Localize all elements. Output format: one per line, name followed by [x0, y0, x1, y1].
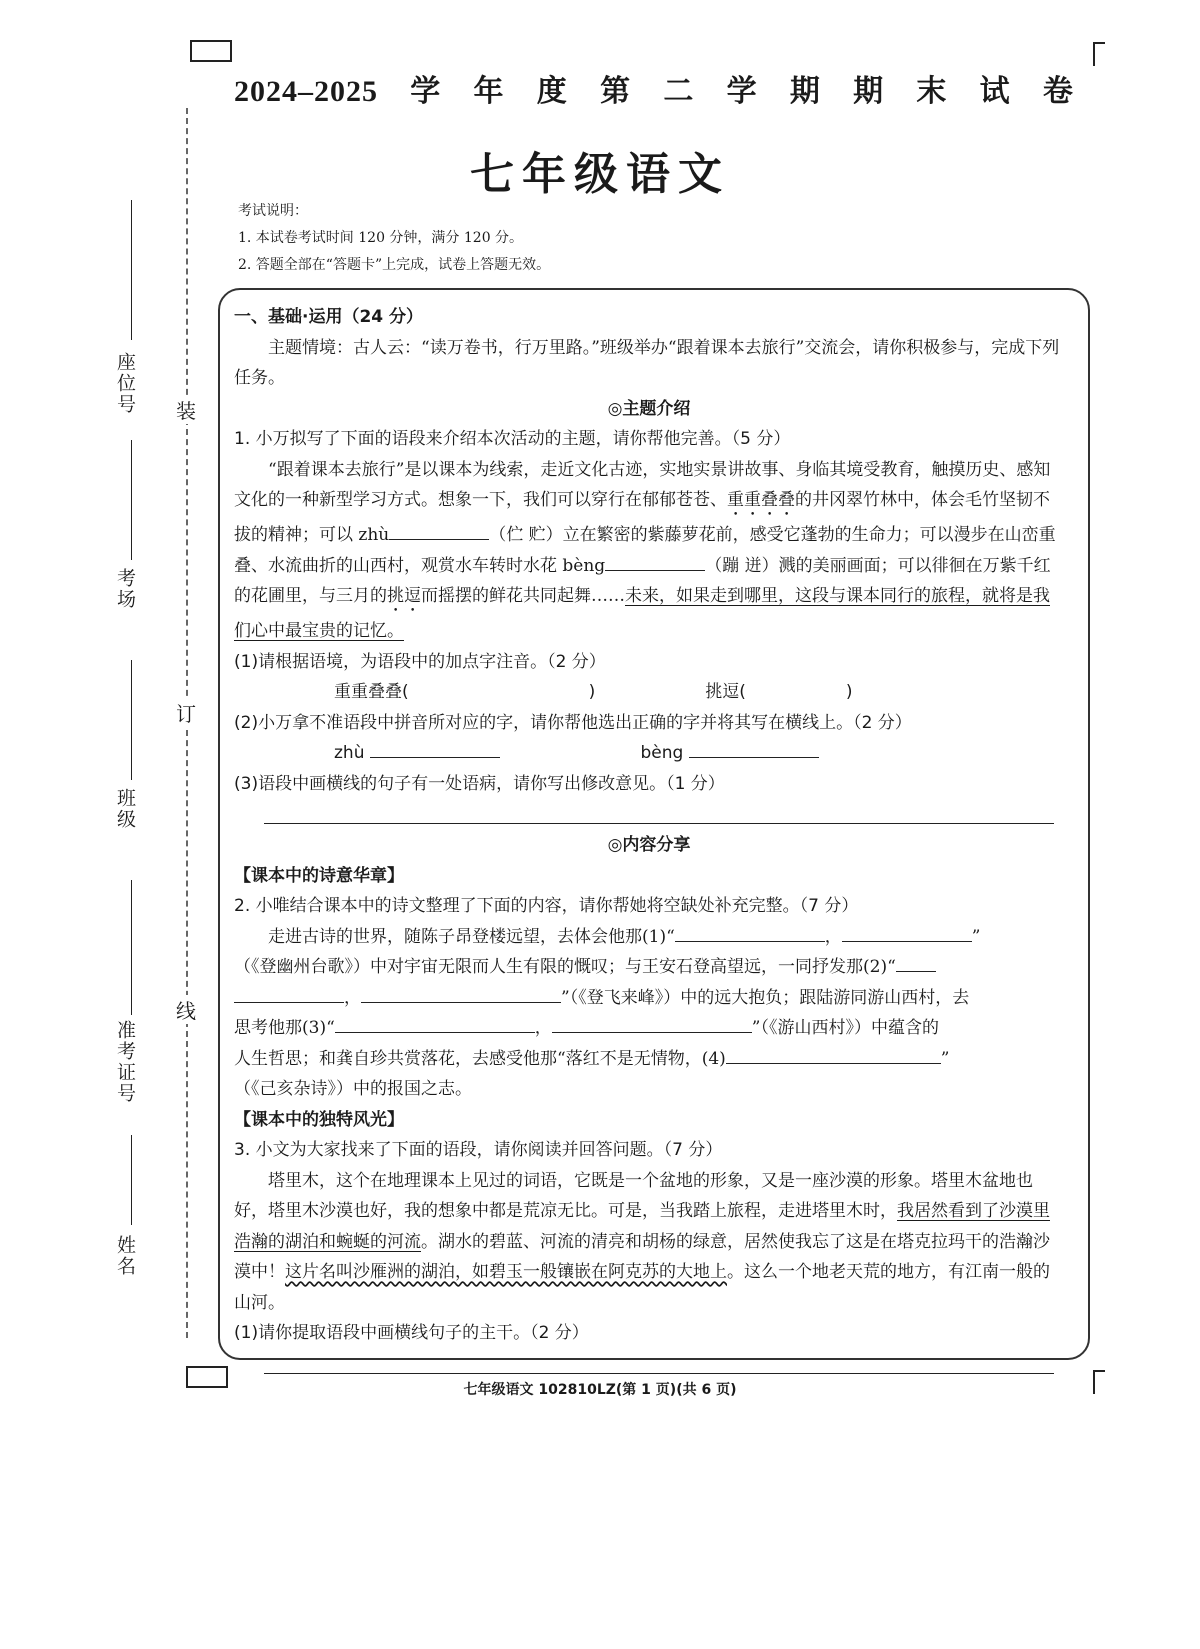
question-3-stem: 3. 小文为大家找来了下面的语段，请你阅读并回答问题。（7 分）: [234, 1140, 723, 1160]
exam-room-field[interactable]: [131, 440, 132, 560]
q2-text: ”（《游山西村》）中蕴含的: [751, 1018, 939, 1038]
scenery-heading: 【课本中的独特风光】: [234, 1109, 404, 1130]
exam-term-title: [234, 66, 1074, 110]
section-title: 一、基础·运用（24 分）: [234, 307, 424, 327]
exam-number-field[interactable]: [131, 880, 132, 1015]
question-2-line: [234, 1044, 1064, 1075]
seat-number-label: 座位号: [114, 352, 136, 415]
question-2-stem: 2. 小唯结合课本中的诗文整理了下面的内容，请你帮她将空缺处补充完整。（7 分）: [234, 896, 859, 916]
q2-text: ，: [824, 926, 842, 947]
theme-context: 主题情境：古人云：“读万卷书，行万里路。”班级举办“跟着课本去旅行”交流会，请你积极参与，完成下列任务。: [234, 337, 1060, 388]
question-1-passage: [234, 455, 1064, 647]
question-2-line: [234, 922, 1064, 953]
answer-prompt: 挑逗(: [705, 682, 746, 702]
answer-blank[interactable]: [370, 739, 500, 758]
subheading-content-share: ◎内容分享: [607, 835, 691, 855]
notes-item: 1. 本试卷考试时间 120 分钟，满分 120 分。: [238, 230, 524, 246]
pinyin-blank-beng[interactable]: [605, 552, 705, 571]
term-char: 卷: [1042, 74, 1074, 109]
binding-mark-zhuang: 装: [176, 395, 196, 424]
question-2-line: [234, 1013, 1064, 1044]
corner-mark-top-left: [190, 40, 232, 62]
passage-text: （伫 贮）立在繁密的紫藤萝花前，感受它蓬勃的生命力；可以漫步在山峦重叠、水流曲折的山西村，观赏水车转时水花 bèng: [234, 525, 1056, 576]
notes-item: 2. 答题全部在“答题卡”上完成，试卷上答题无效。: [238, 257, 551, 273]
question-1-sub-2: (2)小万拿不准语段中拼音所对应的字，请你帮他选出正确的字并将其写在横线上。（2 分）: [234, 712, 912, 733]
class-field[interactable]: [131, 660, 132, 780]
name-field[interactable]: [131, 1135, 132, 1225]
seat-number-field[interactable]: [131, 200, 132, 340]
poem-blank[interactable]: [896, 953, 936, 972]
class-label: 班级: [114, 788, 136, 830]
q2-text: ”: [940, 1048, 950, 1069]
answer-close: ): [588, 682, 596, 702]
passage-underlined-sentence: 我居然看到了沙漠里浩瀚的湖泊和蜿蜒的河流: [234, 1201, 1050, 1252]
q2-text: （《登幽州台歌》）中对宇宙无限而人生有限的慨叹；与王安石登高望远，一同抒发那(2)“: [234, 957, 896, 977]
question-1-sub-1-answers: [234, 677, 1064, 708]
passage-text: 。湖水的碧蓝、河流的清亮和胡杨的绿意，居然使我忘了这是在塔克拉玛干的浩瀚沙漠中！: [234, 1231, 1050, 1282]
passage-text: “跟着课本去旅行”是以课本为线索，走近文化古迹，实地实景讲故事、身临其境受教育，触摸历史、感知文化的一种新型学习方式。想象一下，我们可以穿行在郁郁苍苍、: [234, 459, 1051, 510]
q2-text: ，: [534, 1018, 552, 1038]
poem-blank[interactable]: [552, 1014, 752, 1033]
subject-title: 七年级语文: [470, 149, 730, 200]
term-char: 末: [916, 74, 948, 109]
binding-mark-ding: 订: [176, 698, 196, 727]
q2-text: 走进古诗的世界，随陈子昂登楼远望，去体会他那(1)“: [268, 926, 675, 947]
exam-number-label: 准考证号: [114, 1020, 136, 1104]
answer-prompt: zhù: [334, 743, 365, 763]
notes-heading: 考试说明：: [238, 203, 308, 219]
term-char: 第: [600, 74, 632, 109]
exam-year: 2024–2025: [234, 75, 378, 108]
passage-text: 塔里木，这个在地理课本上见过的词语，它既是一个盆地的形象，又是一座沙漠的形象。塔里木盆地也好，塔里木沙漠也好，我的想象中都是荒凉无比。可是，当我踏上旅程，走进塔里木时，: [234, 1170, 1033, 1221]
answer-prompt: 重重叠叠(: [334, 682, 409, 702]
question-1-stem: 1. 小万拟写了下面的语段来介绍本次活动的主题，请你帮他完善。（5 分）: [234, 429, 791, 449]
passage-text: 的井冈翠竹林中，体会毛竹坚韧不拔的精神；可以 zhù: [234, 490, 1050, 545]
question-1-sub-2-answers: [234, 738, 1064, 769]
q2-text: ”: [971, 926, 981, 947]
passage-dotted-word: 重重叠叠: [727, 490, 795, 510]
q2-text: 思考他那(3)“: [234, 1018, 335, 1038]
term-char: 期: [853, 74, 885, 109]
question-1-sub-1: (1)请根据语境，为语段中的加点字注音。（2 分）: [234, 651, 606, 672]
exam-notes: [238, 198, 550, 279]
answer-blank[interactable]: [689, 739, 819, 758]
answer-close: ): [845, 682, 853, 702]
answer-prompt: bèng: [640, 743, 684, 763]
question-2-line: [234, 952, 1064, 983]
passage-dotted-word: 挑逗: [387, 586, 421, 606]
question-2-line: （《己亥杂诗》）中的报国之志。: [234, 1079, 472, 1099]
answer-line[interactable]: [264, 1349, 1054, 1374]
page-footer: 七年级语文 102810LZ(第 1 页)(共 6 页): [463, 1382, 737, 1398]
q2-text: ”（《登飞来峰》）中的远大抱负；跟陆游同游山西村，去: [561, 987, 970, 1008]
question-1-sub-3: (3)语段中画横线的句子有一处语病，请你写出修改意见。（1 分）: [234, 773, 725, 794]
poem-blank[interactable]: [335, 1014, 535, 1033]
term-char: 期: [789, 74, 821, 109]
poem-blank[interactable]: [234, 984, 344, 1003]
question-content: [234, 302, 1064, 1374]
passage-text: （蹦 迸）溅的美丽画面；可以徘徊在万紫千红的花圃里，与三月的: [234, 555, 1051, 606]
term-char: 学: [410, 74, 442, 109]
corner-mark-top-right: [1093, 42, 1105, 66]
poetry-heading: 【课本中的诗意华章】: [234, 865, 404, 886]
subheading-theme-intro: ◎主题介绍: [607, 398, 691, 419]
passage-text: 而摇摆的鲜花共同起舞……: [421, 586, 625, 606]
name-label: 姓名: [114, 1235, 136, 1277]
question-3-sub-1: (1)请你提取语段中画横线句子的主干。（2 分）: [234, 1323, 589, 1343]
question-2-line: [234, 983, 1064, 1014]
passage-underlined-sentence: 未来，如果走到哪里，这段与课本同行的旅程，就将是我们心中最宝贵的记忆。: [234, 586, 1050, 641]
q2-text: 人生哲思；和龚自珍共赏落花，去感受他那“落红不是无情物，(4): [234, 1048, 726, 1069]
term-char: 试: [979, 74, 1011, 109]
pinyin-blank-zhu[interactable]: [389, 521, 489, 540]
poem-blank[interactable]: [842, 923, 972, 942]
term-char: 度: [536, 74, 568, 109]
poem-blank[interactable]: [726, 1045, 941, 1064]
question-3-passage: [234, 1166, 1064, 1319]
term-char: 年: [473, 74, 505, 109]
poem-blank[interactable]: [361, 984, 561, 1003]
exam-room-label: 考场: [114, 568, 136, 610]
term-char: 二: [663, 74, 695, 109]
answer-line[interactable]: [264, 799, 1054, 824]
passage-wavy-sentence: 这片名叫沙雁洲的湖泊，如碧玉一般镶嵌在阿克苏的大地上: [285, 1262, 727, 1282]
binding-mark-xian: 线: [176, 995, 196, 1024]
q2-text: ，: [344, 987, 361, 1008]
term-char: 学: [726, 74, 758, 109]
passage-text: 。这么一个地老天荒的地方，有江南一般的山河。: [234, 1262, 1050, 1313]
poem-blank[interactable]: [675, 923, 825, 942]
